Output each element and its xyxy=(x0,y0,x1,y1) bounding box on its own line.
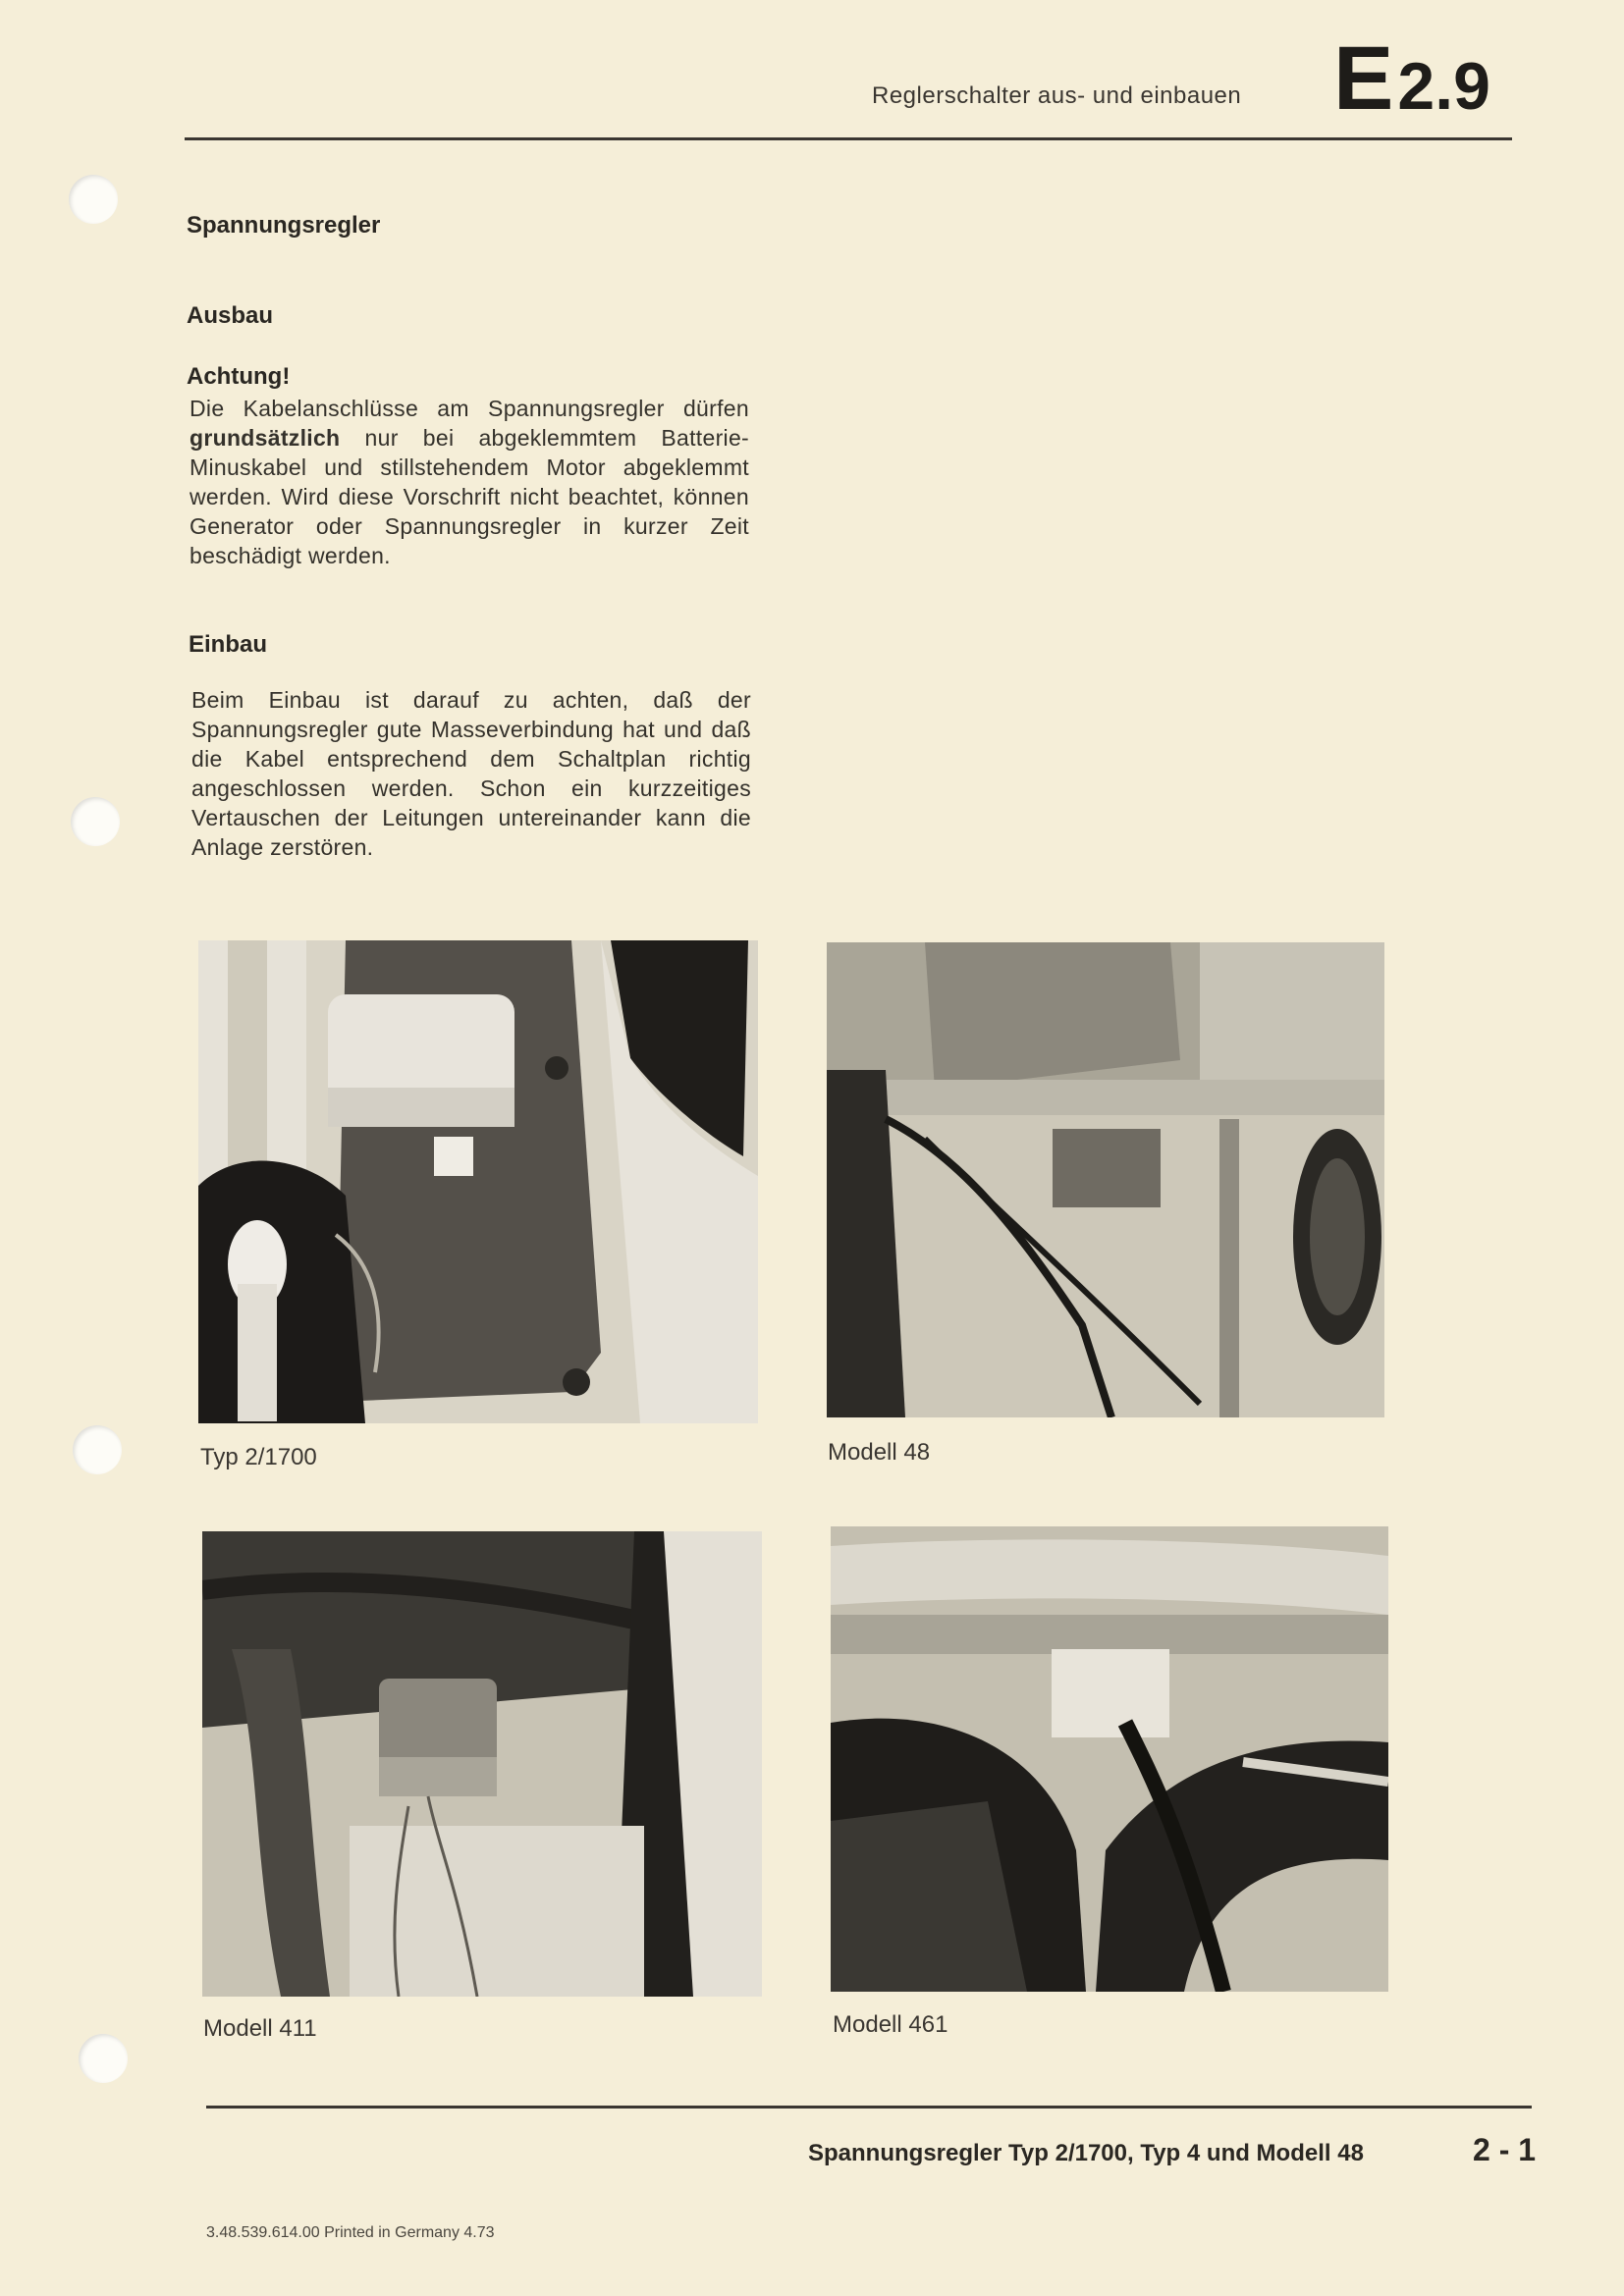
section-number: 2.9 xyxy=(1397,49,1490,124)
photo-typ-2-1700 xyxy=(198,940,758,1423)
caption-photo-4: Modell 461 xyxy=(833,2011,948,2038)
section-title: Spannungsregler xyxy=(187,212,381,239)
warning-heading: Achtung! xyxy=(187,363,291,390)
punch-hole-2 xyxy=(71,797,120,846)
caption-photo-1: Typ 2/1700 xyxy=(200,1444,317,1470)
caption-photo-3: Modell 411 xyxy=(203,2015,317,2042)
photo-modell-48 xyxy=(827,942,1384,1417)
caption-photo-2: Modell 48 xyxy=(828,1439,931,1466)
print-info: 3.48.539.614.00 Printed in Germany 4.73 xyxy=(206,2224,495,2241)
header-title: Reglerschalter aus- und einbauen xyxy=(872,82,1242,109)
photo-modell-461 xyxy=(831,1526,1388,1992)
footer-rule xyxy=(206,2106,1532,2109)
einbau-heading: Einbau xyxy=(189,631,268,658)
ausbau-text: Die Kabelanschlüsse am Spannungsregler dürfen grundsätzlich nur bei abgeklemmtem Batterie-Minuskabel und stillstehendem Motor abgeklemmt werden. Wird diese Vorschrift nicht beachtet, können Generator oder Spannungsregler in kurzer Zeit beschädigt werden. xyxy=(189,396,749,568)
ausbau-heading: Ausbau xyxy=(187,302,274,329)
photo-modell-411 xyxy=(202,1531,762,1997)
section-letter: E xyxy=(1333,28,1394,129)
punch-hole-4 xyxy=(79,2034,128,2083)
page-number: 2 - 1 xyxy=(1473,2132,1537,2167)
footer-title: Spannungsregler Typ 2/1700, Typ 4 und Modell 48 xyxy=(808,2140,1364,2166)
punch-hole-1 xyxy=(69,175,118,224)
emphasis-word: grundsätzlich xyxy=(189,425,341,451)
einbau-text: Beim Einbau ist darauf zu achten, daß der Spannungsregler gute Masseverbindung hat und daß die Kabel entsprechend dem Schaltplan richtig angeschlossen werden. Schon ein kurzzeitiges Vertauschen der Leitungen untereinander kann die Anlage zerstören. xyxy=(191,687,751,860)
punch-hole-3 xyxy=(73,1425,122,1474)
header-rule xyxy=(185,137,1512,140)
section-code xyxy=(1333,27,1490,131)
